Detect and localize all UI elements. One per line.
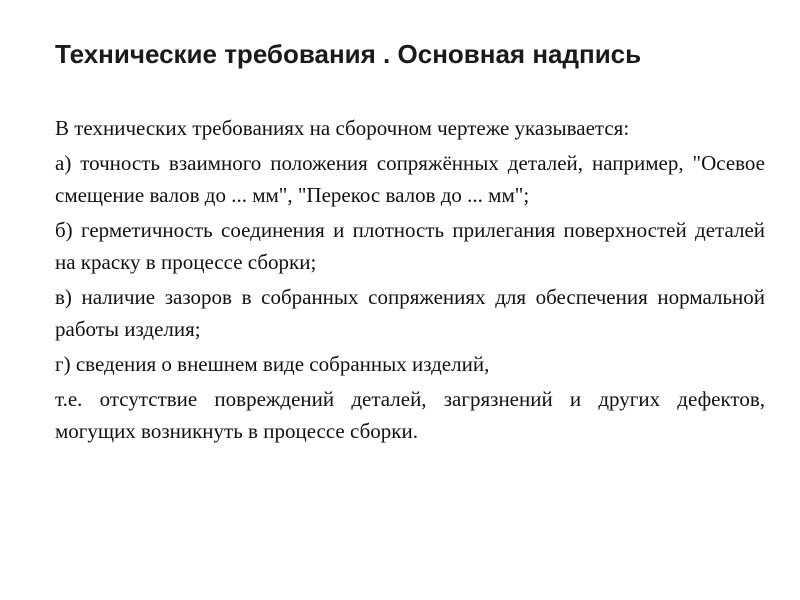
intro-paragraph: В технических требованиях на сборочном чертеже указывается: <box>55 116 630 140</box>
item-a-paragraph: а) точность взаимного положения сопряжённых деталей, например, "Осевое смещение валов до ... мм", "Перекос валов до ... мм"; <box>55 151 765 207</box>
slide-title: Технические требования . Основная надпись <box>55 39 642 69</box>
conclusion-paragraph: т.е. отсутствие повреждений деталей, загрязнений и других дефектов, могущих возникнуть в процессе сборки. <box>55 387 765 443</box>
item-v-paragraph: в) наличие зазоров в собранных сопряжениях для обеспечения нормальной работы изделия; <box>55 285 765 341</box>
item-b-paragraph: б) герметичность соединения и плотность прилегания поверхностей деталей на краску в процессе сборки; <box>55 218 765 274</box>
item-g-paragraph: г) сведения о внешнем виде собранных изделий, <box>55 352 490 376</box>
slide-body <box>55 112 765 450</box>
